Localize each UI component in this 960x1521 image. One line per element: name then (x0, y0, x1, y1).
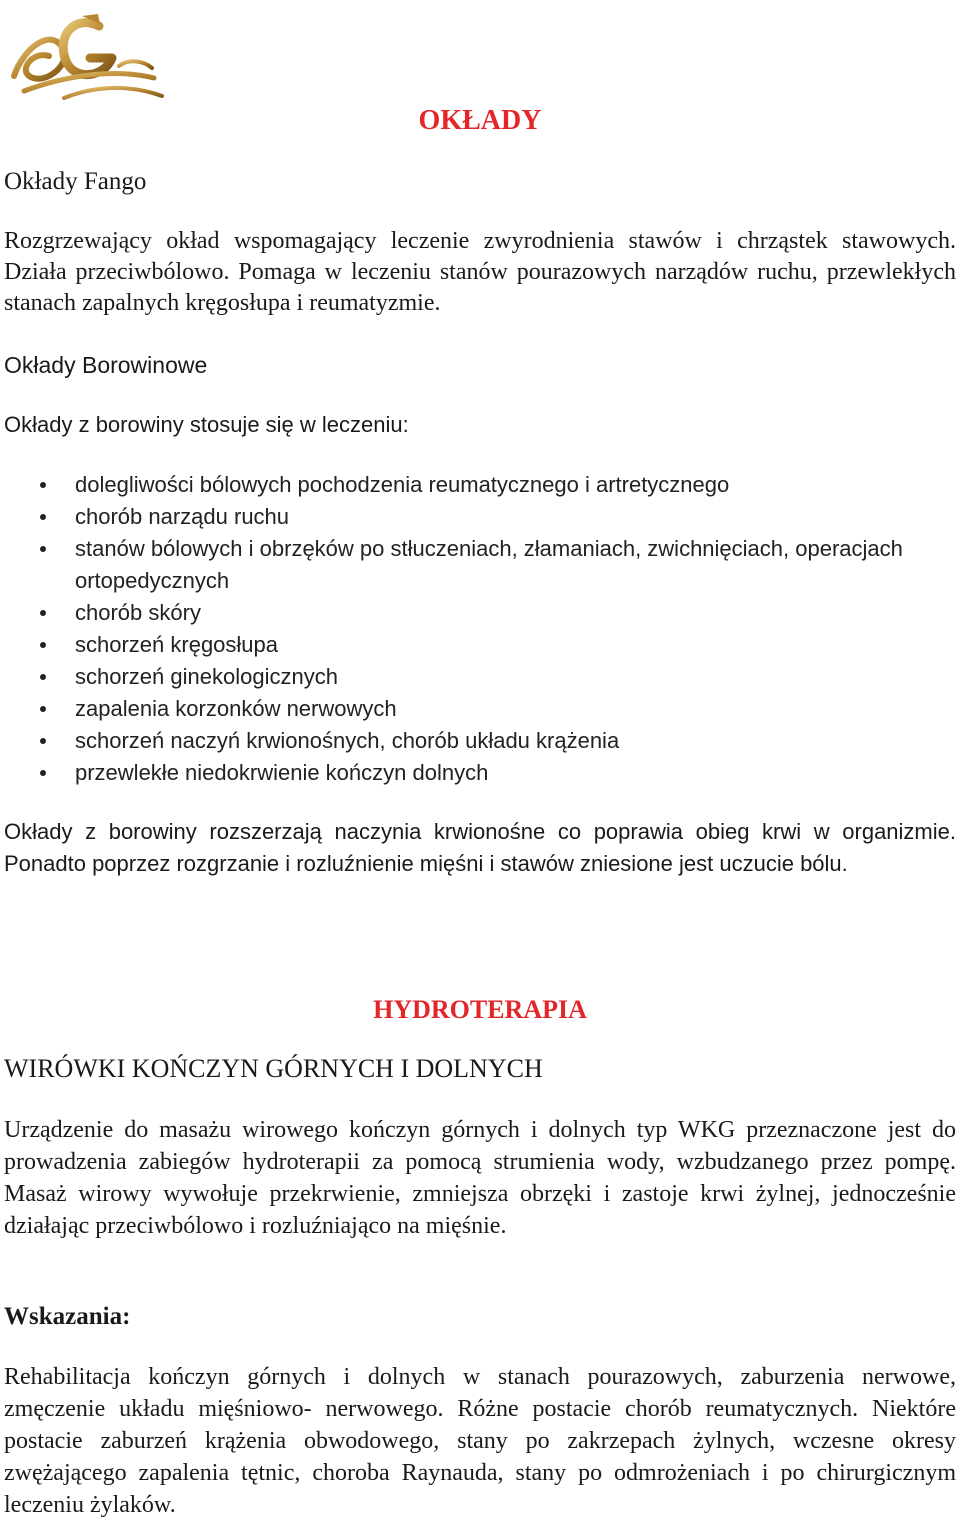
list-item: chorób narządu ruchu (40, 501, 940, 533)
borowina-intro: Okłady z borowiny stosuje się w leczeniu: (4, 412, 409, 437)
fango-description: Rozgrzewający okład wspomagający leczenie zwyrodnienia stawów i chrząstek stawowych. Działa przeciwbólowo. Pomaga w leczeniu stanów pourazowych narządów ruchu, przewlekłych stanach zapalnych kręgosłupa i reumatyzmie. (4, 228, 956, 316)
wirowki-description: Urządzenie do masażu wirowego kończyn górnych i dolnych typ WKG przeznaczone jest do prowadzenia zabiegów hydroterapii za pomocą strumienia wody, wzbudzanego przez pompę. Masaż wirowy wywołuje przekrwienie, zmniejsza obrzęki i zastoje krwi żylnej, jednocześnie działając przeciwbólowo i rozluźniająco na mięśnie. (4, 1117, 956, 1239)
section-title-borowina: Okłady Borowinowe (4, 352, 208, 378)
indications-text: Rehabilitacja kończyn górnych i dolnych w stanach pourazowych, zaburzenia nerwowe, zmęczenie układu mięśniowo- nerwowego. Różne postacie chorób reumatycznych. Niektóre postacie zaburzeń krążenia obwodowego, stany po zakrzepach żylnych, wczesne okresy zwężającego zapalenia tętnic, choroba Raynauda, stany po odmrożeniach i po chirurgicznym leczeniu żylaków. (4, 1364, 956, 1518)
list-item: przewlekłe niedokrwienie kończyn dolnych (40, 757, 940, 789)
indications-label: Wskazania: (4, 1303, 131, 1330)
section-title-wirowki: WIRÓWKI KOŃCZYN GÓRNYCH I DOLNYCH (4, 1054, 543, 1083)
list-item: zapalenia korzonków nerwowych (40, 693, 940, 725)
borowina-list (40, 469, 940, 789)
borowina-summary: Okłady z borowiny rozszerzają naczynia krwionośne co poprawia obieg krwi w organizmie. Ponadto poprzez rozgrzanie i rozluźnienie mięśni i stawów zniesione jest uczucie bólu. (4, 819, 956, 876)
list-item: chorób skóry (40, 597, 940, 629)
logo (4, 6, 164, 106)
list-item: stanów bólowych i obrzęków po stłuczeniach, złamaniach, zwichnięciach, operacjach ortopedycznych (40, 533, 940, 597)
list-item: schorzeń kręgosłupa (40, 629, 940, 661)
page-title-okłady: OKŁADY (418, 105, 542, 136)
page-title-hydroterapia: HYDROTERAPIA (373, 995, 587, 1024)
list-item: schorzeń naczyń krwionośnych, chorób układu krążenia (40, 725, 940, 757)
list-item: schorzeń ginekologicznych (40, 661, 940, 693)
section-title-fango: Okłady Fango (4, 168, 147, 195)
list-item: dolegliwości bólowych pochodzenia reumatycznego i artretycznego (40, 469, 940, 501)
